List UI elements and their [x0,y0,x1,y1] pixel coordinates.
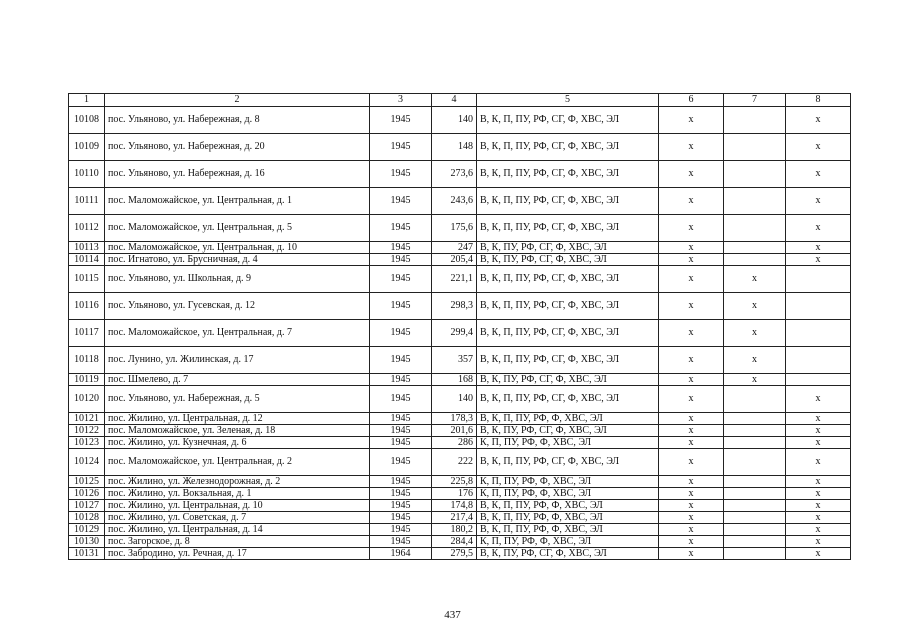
area-cell: 279,5 [432,548,477,560]
mark-col-7-cell: x [724,293,786,320]
year-built-cell: 1945 [370,161,432,188]
utilities-cell: В, К, ПУ, РФ, СГ, Ф, ХВС, ЭЛ [477,548,659,560]
record-number-cell: 10114 [69,254,105,266]
mark-col-6-cell: x [659,548,724,560]
year-built-cell: 1945 [370,488,432,500]
mark-col-8-cell [786,293,851,320]
utilities-cell: В, К, П, ПУ, РФ, СГ, Ф, ХВС, ЭЛ [477,161,659,188]
area-cell: 357 [432,347,477,374]
year-built-cell: 1945 [370,500,432,512]
mark-col-6-cell: x [659,437,724,449]
year-built-cell: 1945 [370,188,432,215]
address-cell: пос. Ульяново, ул. Гусевская, д. 12 [105,293,370,320]
area-cell: 176 [432,488,477,500]
table-row [69,449,851,476]
record-number-cell: 10108 [69,107,105,134]
utilities-cell: В, К, П, ПУ, РФ, Ф, ХВС, ЭЛ [477,413,659,425]
record-number-cell: 10118 [69,347,105,374]
address-cell: пос. Ульяново, ул. Набережная, д. 20 [105,134,370,161]
table-row [69,425,851,437]
record-number-cell: 10123 [69,437,105,449]
mark-col-6-cell: x [659,107,724,134]
mark-col-7-cell: x [724,320,786,347]
mark-col-7-cell [724,161,786,188]
mark-col-6-cell: x [659,536,724,548]
mark-col-8-cell: x [786,254,851,266]
record-number-cell: 10120 [69,386,105,413]
table-row [69,437,851,449]
col-header-6: 6 [659,94,724,107]
mark-col-7-cell [724,449,786,476]
area-cell: 217,4 [432,512,477,524]
address-cell: пос. Жилино, ул. Советская, д. 7 [105,512,370,524]
address-cell: пос. Шмелево, д. 7 [105,374,370,386]
utilities-cell: К, П, ПУ, РФ, Ф, ХВС, ЭЛ [477,488,659,500]
mark-col-8-cell: x [786,524,851,536]
address-cell: пос. Ульяново, ул. Набережная, д. 5 [105,386,370,413]
utilities-cell: В, К, П, ПУ, РФ, Ф, ХВС, ЭЛ [477,524,659,536]
year-built-cell: 1945 [370,242,432,254]
table-row [69,215,851,242]
year-built-cell: 1945 [370,524,432,536]
mark-col-7-cell [724,548,786,560]
utilities-cell: В, К, П, ПУ, РФ, СГ, Ф, ХВС, ЭЛ [477,107,659,134]
area-cell: 201,6 [432,425,477,437]
mark-col-7-cell [724,242,786,254]
mark-col-6-cell: x [659,524,724,536]
record-number-cell: 10130 [69,536,105,548]
utilities-cell: В, К, ПУ, РФ, СГ, Ф, ХВС, ЭЛ [477,242,659,254]
mark-col-6-cell: x [659,134,724,161]
mark-col-8-cell: x [786,536,851,548]
record-number-cell: 10127 [69,500,105,512]
address-cell: пос. Ульяново, ул. Школьная, д. 9 [105,266,370,293]
table-row [69,374,851,386]
table-row [69,254,851,266]
area-cell: 298,3 [432,293,477,320]
record-number-cell: 10110 [69,161,105,188]
area-cell: 247 [432,242,477,254]
mark-col-7-cell [724,134,786,161]
table-row [69,548,851,560]
year-built-cell: 1945 [370,425,432,437]
mark-col-6-cell: x [659,488,724,500]
year-built-cell: 1945 [370,347,432,374]
mark-col-7-cell [724,500,786,512]
record-number-cell: 10125 [69,476,105,488]
mark-col-7-cell [724,536,786,548]
address-cell: пос. Жилино, ул. Вокзальная, д. 1 [105,488,370,500]
year-built-cell: 1964 [370,548,432,560]
area-cell: 180,2 [432,524,477,536]
area-cell: 284,4 [432,536,477,548]
record-number-cell: 10119 [69,374,105,386]
mark-col-8-cell: x [786,488,851,500]
mark-col-8-cell: x [786,413,851,425]
address-cell: пос. Забродино, ул. Речная, д. 17 [105,548,370,560]
mark-col-8-cell: x [786,188,851,215]
address-cell: пос. Ульяново, ул. Набережная, д. 16 [105,161,370,188]
mark-col-8-cell: x [786,161,851,188]
utilities-cell: В, К, П, ПУ, РФ, СГ, Ф, ХВС, ЭЛ [477,320,659,347]
record-number-cell: 10122 [69,425,105,437]
utilities-cell: К, П, ПУ, РФ, Ф, ХВС, ЭЛ [477,476,659,488]
mark-col-6-cell: x [659,512,724,524]
year-built-cell: 1945 [370,386,432,413]
mark-col-7-cell [724,386,786,413]
col-header-4: 4 [432,94,477,107]
record-number-cell: 10126 [69,488,105,500]
table-row [69,161,851,188]
mark-col-8-cell [786,347,851,374]
table-row [69,242,851,254]
utilities-cell: В, К, П, ПУ, РФ, СГ, Ф, ХВС, ЭЛ [477,449,659,476]
utilities-cell: В, К, П, ПУ, РФ, Ф, ХВС, ЭЛ [477,500,659,512]
mark-col-7-cell [724,254,786,266]
record-number-cell: 10115 [69,266,105,293]
year-built-cell: 1945 [370,512,432,524]
area-cell: 221,1 [432,266,477,293]
address-cell: пос. Жилино, ул. Железнодорожная, д. 2 [105,476,370,488]
mark-col-7-cell: x [724,347,786,374]
address-cell: пос. Загорское, д. 8 [105,536,370,548]
record-number-cell: 10124 [69,449,105,476]
table-row [69,347,851,374]
mark-col-6-cell: x [659,374,724,386]
area-cell: 140 [432,107,477,134]
utilities-cell: В, К, П, ПУ, РФ, Ф, ХВС, ЭЛ [477,512,659,524]
mark-col-7-cell [724,215,786,242]
mark-col-6-cell: x [659,347,724,374]
area-cell: 273,6 [432,161,477,188]
year-built-cell: 1945 [370,437,432,449]
mark-col-6-cell: x [659,449,724,476]
table-row [69,413,851,425]
mark-col-7-cell [724,425,786,437]
table-row [69,134,851,161]
record-number-cell: 10131 [69,548,105,560]
table-row [69,266,851,293]
year-built-cell: 1945 [370,320,432,347]
utilities-cell: В, К, П, ПУ, РФ, СГ, Ф, ХВС, ЭЛ [477,188,659,215]
mark-col-7-cell [724,437,786,449]
page-number: 437 [444,609,461,621]
mark-col-6-cell: x [659,242,724,254]
address-cell: пос. Жилино, ул. Центральная, д. 14 [105,524,370,536]
area-cell: 286 [432,437,477,449]
record-number-cell: 10112 [69,215,105,242]
mark-col-7-cell [724,512,786,524]
address-cell: пос. Маломожайское, ул. Центральная, д. 5 [105,215,370,242]
mark-col-7-cell [724,488,786,500]
mark-col-8-cell: x [786,500,851,512]
col-header-8: 8 [786,94,851,107]
mark-col-6-cell: x [659,320,724,347]
table-row [69,188,851,215]
mark-col-8-cell: x [786,107,851,134]
table-row [69,476,851,488]
area-cell: 299,4 [432,320,477,347]
year-built-cell: 1945 [370,254,432,266]
utilities-cell: В, К, П, ПУ, РФ, СГ, Ф, ХВС, ЭЛ [477,347,659,374]
utilities-cell: В, К, ПУ, РФ, СГ, Ф, ХВС, ЭЛ [477,254,659,266]
address-cell: пос. Маломожайское, ул. Центральная, д. 2 [105,449,370,476]
mark-col-8-cell [786,266,851,293]
table-row [69,488,851,500]
year-built-cell: 1945 [370,215,432,242]
mark-col-6-cell: x [659,425,724,437]
mark-col-7-cell [724,413,786,425]
area-cell: 178,3 [432,413,477,425]
mark-col-6-cell: x [659,476,724,488]
mark-col-6-cell: x [659,254,724,266]
area-cell: 175,6 [432,215,477,242]
address-cell: пос. Игнатово, ул. Брусничная, д. 4 [105,254,370,266]
record-number-cell: 10129 [69,524,105,536]
mark-col-8-cell: x [786,437,851,449]
utilities-cell: В, К, П, ПУ, РФ, СГ, Ф, ХВС, ЭЛ [477,293,659,320]
address-cell: пос. Ульяново, ул. Набережная, д. 8 [105,107,370,134]
table-row [69,386,851,413]
col-header-5: 5 [477,94,659,107]
mark-col-8-cell [786,320,851,347]
mark-col-7-cell: x [724,374,786,386]
address-cell: пос. Маломожайское, ул. Центральная, д. 1 [105,188,370,215]
year-built-cell: 1945 [370,536,432,548]
mark-col-8-cell: x [786,134,851,161]
year-built-cell: 1945 [370,374,432,386]
mark-col-7-cell [724,188,786,215]
address-cell: пос. Маломожайское, ул. Центральная, д. 10 [105,242,370,254]
mark-col-6-cell: x [659,413,724,425]
record-number-cell: 10113 [69,242,105,254]
address-cell: пос. Маломожайское, ул. Зеленая, д. 18 [105,425,370,437]
utilities-cell: К, П, ПУ, РФ, Ф, ХВС, ЭЛ [477,536,659,548]
mark-col-8-cell: x [786,215,851,242]
mark-col-8-cell: x [786,386,851,413]
record-number-cell: 10117 [69,320,105,347]
mark-col-6-cell: x [659,161,724,188]
area-cell: 148 [432,134,477,161]
year-built-cell: 1945 [370,413,432,425]
address-cell: пос. Лунино, ул. Жилинская, д. 17 [105,347,370,374]
record-number-cell: 10111 [69,188,105,215]
mark-col-7-cell: x [724,266,786,293]
address-cell: пос. Жилино, ул. Центральная, д. 12 [105,413,370,425]
housing-registry-table [68,93,851,560]
table-row [69,500,851,512]
area-cell: 225,8 [432,476,477,488]
address-cell: пос. Жилино, ул. Кузнечная, д. 6 [105,437,370,449]
area-cell: 243,6 [432,188,477,215]
col-header-2: 2 [105,94,370,107]
table-row [69,293,851,320]
mark-col-8-cell: x [786,476,851,488]
mark-col-8-cell: x [786,512,851,524]
utilities-cell: К, П, ПУ, РФ, Ф, ХВС, ЭЛ [477,437,659,449]
record-number-cell: 10121 [69,413,105,425]
table-body [69,107,851,560]
utilities-cell: В, К, П, ПУ, РФ, СГ, Ф, ХВС, ЭЛ [477,215,659,242]
year-built-cell: 1945 [370,134,432,161]
table-row [69,512,851,524]
mark-col-6-cell: x [659,266,724,293]
utilities-cell: В, К, П, ПУ, РФ, СГ, Ф, ХВС, ЭЛ [477,134,659,161]
table-row [69,320,851,347]
mark-col-8-cell [786,374,851,386]
mark-col-6-cell: x [659,500,724,512]
header-row [69,94,851,107]
mark-col-7-cell [724,524,786,536]
record-number-cell: 10109 [69,134,105,161]
area-cell: 174,8 [432,500,477,512]
area-cell: 205,4 [432,254,477,266]
year-built-cell: 1945 [370,107,432,134]
mark-col-6-cell: x [659,188,724,215]
mark-col-7-cell [724,107,786,134]
year-built-cell: 1945 [370,293,432,320]
mark-col-6-cell: x [659,293,724,320]
table-row [69,536,851,548]
mark-col-8-cell: x [786,548,851,560]
year-built-cell: 1945 [370,266,432,293]
table-row [69,524,851,536]
mark-col-6-cell: x [659,215,724,242]
record-number-cell: 10128 [69,512,105,524]
address-cell: пос. Маломожайское, ул. Центральная, д. 7 [105,320,370,347]
mark-col-8-cell: x [786,242,851,254]
utilities-cell: В, К, П, ПУ, РФ, СГ, Ф, ХВС, ЭЛ [477,266,659,293]
area-cell: 168 [432,374,477,386]
col-header-1: 1 [69,94,105,107]
table-row [69,107,851,134]
mark-col-8-cell: x [786,449,851,476]
mark-col-7-cell [724,476,786,488]
year-built-cell: 1945 [370,449,432,476]
area-cell: 140 [432,386,477,413]
record-number-cell: 10116 [69,293,105,320]
utilities-cell: В, К, П, ПУ, РФ, СГ, Ф, ХВС, ЭЛ [477,386,659,413]
mark-col-6-cell: x [659,386,724,413]
address-cell: пос. Жилино, ул. Центральная, д. 10 [105,500,370,512]
utilities-cell: В, К, ПУ, РФ, СГ, Ф, ХВС, ЭЛ [477,425,659,437]
year-built-cell: 1945 [370,476,432,488]
utilities-cell: В, К, ПУ, РФ, СГ, Ф, ХВС, ЭЛ [477,374,659,386]
area-cell: 222 [432,449,477,476]
mark-col-8-cell: x [786,425,851,437]
col-header-3: 3 [370,94,432,107]
col-header-7: 7 [724,94,786,107]
